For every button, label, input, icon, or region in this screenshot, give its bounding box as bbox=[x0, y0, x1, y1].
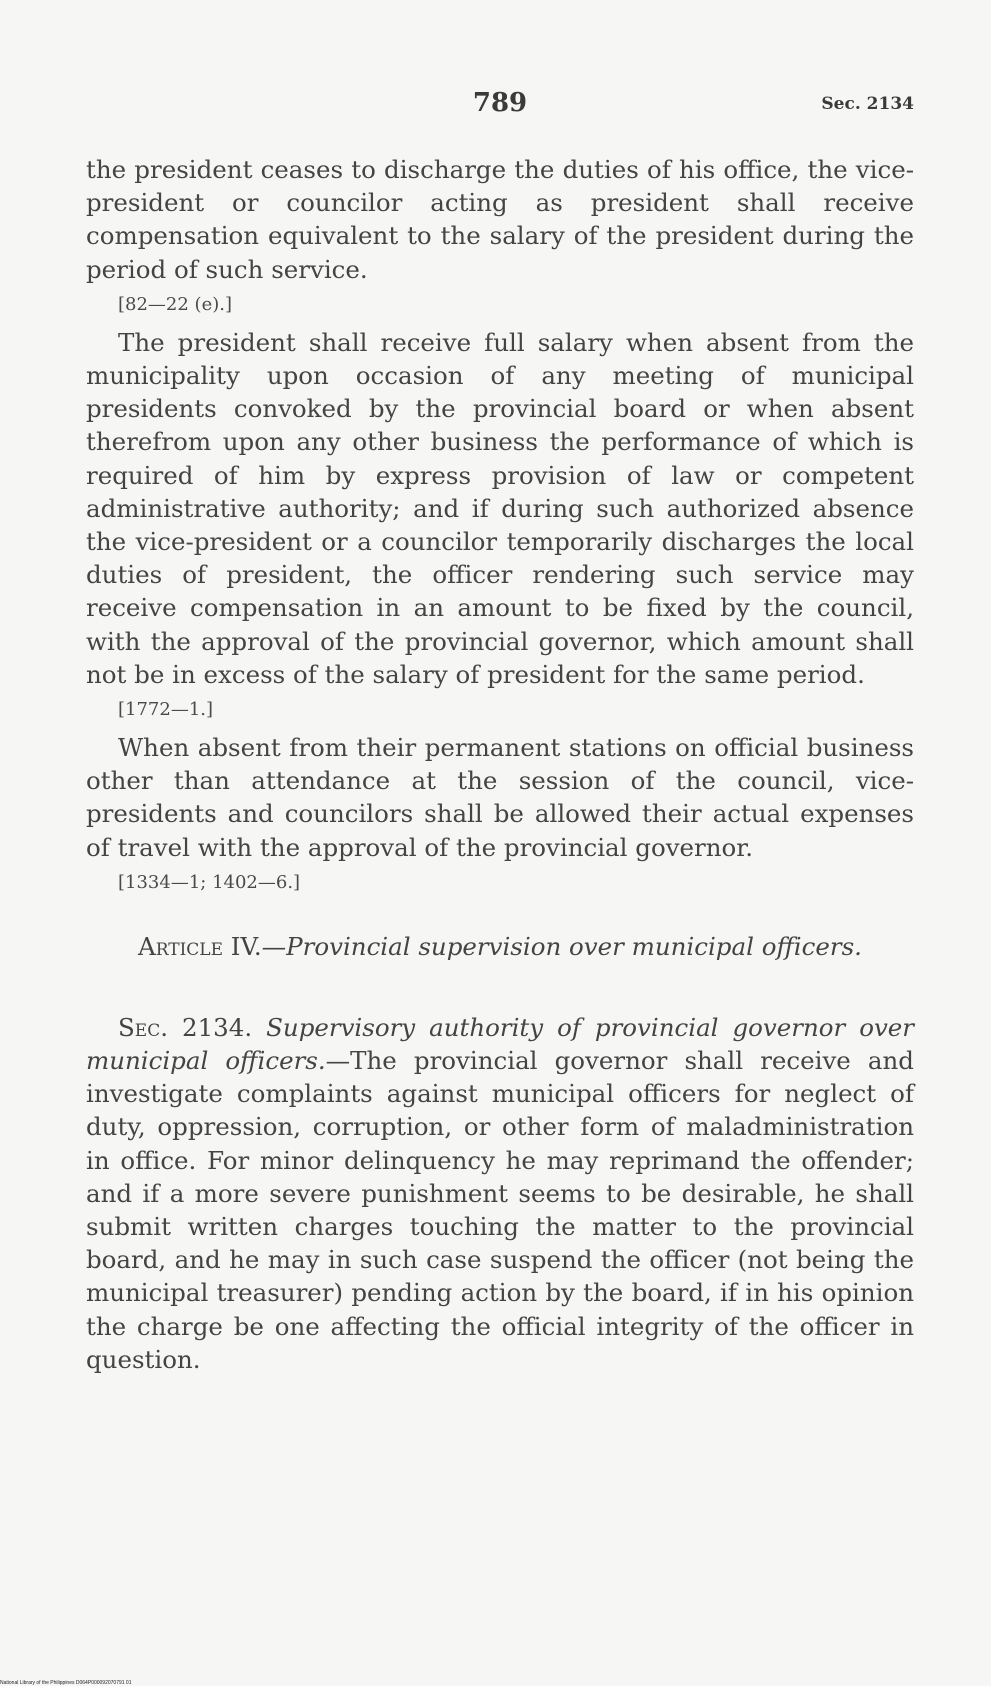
paragraph-travel-expenses: When absent from their permanent stations on official business other than attendance at the session of the council, vice-presidents and councilors shall be allowed their actual expenses of travel with the approval of the provincial governor. bbox=[86, 733, 914, 862]
article-heading bbox=[86, 930, 914, 963]
citation: [82—22 (e).] bbox=[118, 293, 232, 315]
document-body bbox=[86, 153, 914, 1376]
article-label: Article IV. bbox=[138, 931, 262, 961]
section-2134 bbox=[86, 1011, 914, 1376]
section-text: —The provincial governor shall receive and investigate complaints against municipal officers for neglect of duty, oppression, corruption, or other form of maladministration in office. For minor delinquency he may reprimand the offender; and if a more severe punishment seems to be desirable, he shall submit written charges touching the matter to the provincial board, and he may in such case suspend the officer (not being the municipal treasurer) pending action by the board, if in his opinion the charge be one affecting the official integrity of the officer in question. bbox=[86, 1046, 914, 1374]
citation: [1772—1.] bbox=[118, 699, 214, 721]
section-label: Sec. 2134. bbox=[118, 1012, 253, 1042]
section-title: Supervisory authority of provincial governor over municipal officers. bbox=[86, 1012, 915, 1076]
running-section-tag: Sec. 2134 bbox=[821, 94, 914, 114]
citation: [1334—1; 1402—6.] bbox=[118, 871, 301, 893]
article-title: —Provincial supervision over municipal officers. bbox=[261, 931, 862, 961]
paragraph-full-salary: The president shall receive full salary when absent from the municipality upon occasion of any meeting of municipal presidents convoked by the provincial board or when absent therefrom upon any other business the performance of which is required of him by express provision of law or competent administrative authority; and if during such authorized absence the vice-president or a councilor temporarily discharges the local duties of president, the officer rendering such service may receive compensation in an amount to be fixed by the council, with the approval of the provincial governor, which amount shall not be in excess of the salary of president for the same period. bbox=[86, 327, 914, 689]
paragraph-continued: the president ceases to discharge the duties of his office, the vice-president or councilor acting as president shall receive compensation equivalent to the salary of the president during the period of such service. bbox=[86, 155, 914, 284]
page-header bbox=[86, 88, 914, 128]
library-footer-note: National Library of the Philippines D064P000092070791 01 bbox=[0, 1680, 132, 1686]
page-number: 789 bbox=[472, 88, 528, 118]
